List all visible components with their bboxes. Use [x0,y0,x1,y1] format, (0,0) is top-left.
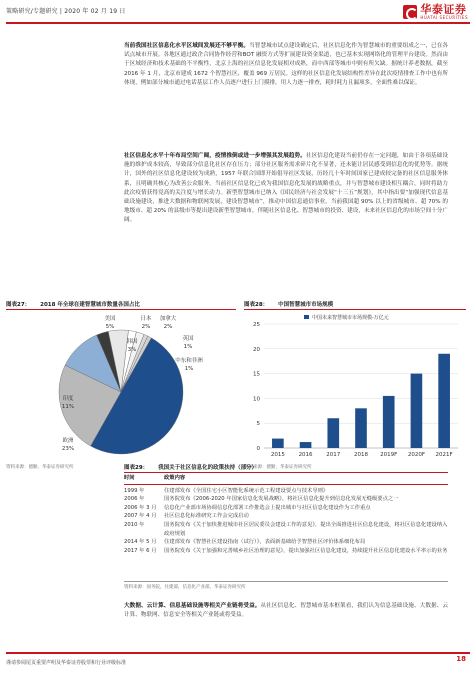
bar-2017 [327,418,339,448]
bar-2018 [355,408,367,448]
figure-29-number: 图表29： [124,465,149,471]
bar-2015 [272,439,284,448]
figure-28-number: 图表28： [244,302,269,308]
pie-label-europe: 欧洲 [62,438,74,444]
figure-29-heading [124,463,257,471]
y-tick-label: 20 [253,346,260,353]
table-cell-content: 住建部发布《全国住宅小区智能化系统示范工程建设要点与技术导则》 [164,487,329,494]
policy-table [124,474,448,555]
pie-label-korea: 韩国 [126,339,138,345]
table-cell-date: 2006 年 [124,496,145,503]
table-cell-content: 社区信息化标准研究工作会完成启动 [164,513,249,520]
pie-label-india: 印度 [62,396,74,402]
pie-value-china: 48% [141,440,155,446]
pie-label-japan: 日本 [140,316,152,322]
table-row [124,521,448,538]
figure-29-title: 我国关于社区信息化的政策扶持（部分） [158,465,258,471]
header-divider [6,22,470,24]
pie-label-mea: 中东和非洲 [175,358,203,364]
logo-icon [403,5,417,19]
table-cell-date: 2010 年 [124,521,145,528]
footer-disclaimer: 谨请参阅尾页重要声明及华泰证券股票和行业评级标准 [6,660,127,666]
figure-28-source: 资料来源：德勤，华泰证券研究所 [244,465,312,470]
table-cell-content: 信息化产业部市场协调信息化部署工作推选会上提出城市与社区信息化建设作为工作重点 [164,504,371,511]
figure-29-source: 资料来源：国务院，住建部，信息化产业部，华泰证券研究所 [124,585,246,590]
figure-27-source: 资料来源：德勤，华泰证券研究所 [6,465,74,470]
figure-29-rule [124,472,448,473]
table-row [124,495,448,504]
table-row [124,512,448,521]
table-cell-date: 2014 年 5 月 [124,539,157,546]
table-header-date: 时间 [124,475,135,481]
paragraph-3 [124,602,448,620]
table-row [124,504,448,513]
figure-28-heading [244,300,333,308]
bar-2021F [438,354,450,448]
logo-name: 华泰证券 [420,3,467,16]
pie-label-uk: 英国 [182,336,194,342]
y-tick-label: 5 [256,421,260,428]
figure-28-title: 中国智慧城市市场规模 [278,302,334,308]
table-cell-date: 2017 年 6 月 [124,547,157,554]
pie-value-japan: 2% [141,324,151,330]
figure-28-rule [244,309,466,310]
x-tick-label: 2018 [354,452,368,458]
bar-chart [244,312,466,460]
pie-value-europe: 23% [61,446,75,452]
figure-29-bottom-rule [124,581,448,582]
table-cell-date: 2007 年 4 月 [124,513,157,520]
legend-label: 中国未来智慧城市市场规模-万亿元 [312,315,389,321]
y-tick-label: 0 [256,446,260,452]
logo-name-en: HUATAI SECURITIES [420,15,468,20]
figure-27-heading [6,300,140,308]
pie-label-canada: 加拿大 [159,316,177,322]
pie-chart [6,312,236,460]
table-row [124,547,448,556]
paragraph-1-lead: 当前我国社区信息化水平区域间发展还不够平衡。 [124,43,250,49]
x-tick-label: 2016 [298,452,313,458]
x-tick-label: 2021F [435,452,453,458]
paragraph-1 [124,42,448,88]
page-number: 18 [456,655,466,663]
y-tick-label: 10 [253,396,260,403]
paragraph-1-body: 当智慧城市试点建设确定后，社区信息化作为智慧城市的重要组成之一，已在各试点城市开展。各地区通过政企合同协作经营和BOT 融资方式等扩展建设资金渠道，也已基本实现网络化的管理平台建设。然而由于区域经济和技术基础的不平衡性，北京上海的社区信息化发展相对成熟，而中西部等城市中则有所欠缺。据统计养老数据，截至 2016 年 1 月，北京市建成 1672 个智慧社区，覆盖 969 万居民。这样的社区信息化发展结构性差异在此次疫情排查工作中也有所体现，例如部分城市通过电话基层工作人员逐户进行上门摸排，用人力逐一排查，耗时耗力且漏项多，全面性难以保证。 [124,43,448,86]
x-tick-label: 2015 [270,452,285,458]
company-logo [403,4,468,20]
paragraph-3-lead: 大数据、云计算、信息基础设施等相关产业链将受益。 [124,603,261,609]
table-cell-date: 2006 年 3 月 [124,504,157,511]
x-tick-label: 2017 [326,452,341,458]
table-cell-content: 住建部发布《智慧社区建设指南（试行）》，表面新基础给予智慧社区评价体系细化布局 [164,539,366,546]
pie-value-india: 11% [61,404,75,410]
x-tick-label: 2020F [407,452,426,458]
pie-value-usa: 5% [105,324,115,330]
paragraph-3-body: 从社区信息化、智慧城市基本框架看，我们认为信息基础设施、大数据、云计算、物联网、信息安全等相关产业链或将受益。 [124,603,448,619]
paragraph-2 [124,152,448,226]
table-row [124,538,448,547]
bar-2020F [411,374,423,448]
bar-2016 [300,442,312,448]
table-header [124,474,448,485]
table-row [124,487,448,496]
pie-value-korea: 3% [127,347,137,353]
figure-27-title: 2018 年全球在建智慧城市数量各国占比 [40,302,140,308]
y-tick-label: 15 [253,371,260,378]
table-cell-date: 1999 年 [124,487,145,494]
pie-value-uk: 1% [183,344,193,350]
table-cell-content: 国务院发布《2006-2020 年国家信息化发展战略》，将社区信息化提升到信息化发展无缝级要点之一 [164,496,399,503]
pie-value-mea: 1% [184,366,194,372]
figure-27-rule [6,309,236,310]
footer-divider [6,652,470,654]
figure-27-number: 图表27： [6,302,31,308]
table-cell-content: 国务院发布《关于加强和完善城乡社区治理的意见》，提出加强社区信息化建设，持续提升社区信息化建设水平率示的业务 [164,547,448,554]
table-cell-content: 国务院发布《关于加快推进城市社区居民委员会建设工作的意见》，提出全面推进社区信息化建设，将社区信息化建设纳入政府规划 [164,521,448,537]
pie-label-china: 中国 [142,432,154,438]
x-tick-label: 2019F [380,452,398,458]
report-header: 策略研究/专题研究 | 2020 年 02 月 19 日 [6,8,126,15]
pie-value-canada: 2% [163,324,173,330]
legend-swatch [304,315,309,319]
paragraph-2-body: 社区信息化建设当前仍存在一定问题，如由于各项基础设施的维护成本较高，导致部分信息化社区存在压力；部分社区服务需求碎片化不显著，还未能让居民感受到信息化的优势等。据统计，国外的社区信息化建设较为成熟，1957 年联合国即开始倡导社区发展，历经几十年时间国家已建成较完备的社区信息服务体系，且明确其核心为改善公众服务。当前社区信息化已成为我国信息化发展的战略重点，并与智慧城市建设相互耦合，同时将助力此次疫情获得党高的关注度与增长动力。新型智慧城市已纳入《国民经济与社会发展“十三五”规划》，其中指出要“加强现代信息基础设施建设，推进大数据和物联网发展，建设智慧城市”，推动中国信息通信事业，当前我国超 90% 以上的省级城市、超 70% 的地级市、超 20% 的县级市等提出建设新型智慧城市，伴随社区信息化、智慧城市的投资、建设，未来社区信息化的市场空间十分广阔。 [124,153,448,224]
pie-label-usa: 美国 [104,316,116,322]
y-tick-label: 25 [253,322,260,328]
bar-2019F [383,396,395,448]
paragraph-2-lead: 社区信息化水平十年布局空间广阔，疫情推倒或进一步增强其发展趋势。 [124,153,306,159]
table-header-content: 政策内容 [164,475,186,481]
